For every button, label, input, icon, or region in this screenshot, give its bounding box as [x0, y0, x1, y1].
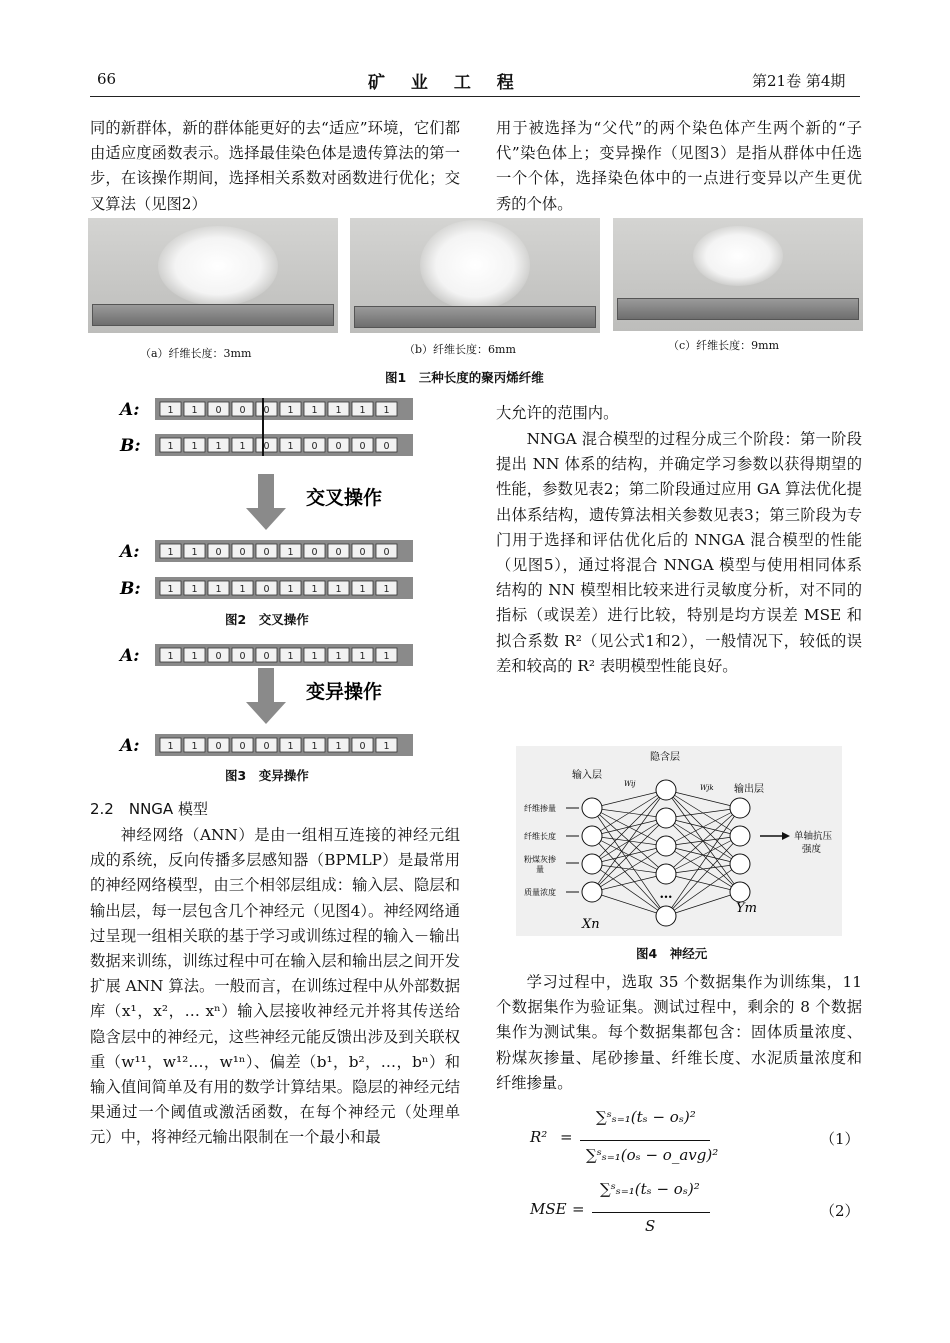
fig3-row1-bit: 1: [311, 651, 318, 662]
fig2-row2-bit: 0: [311, 441, 318, 452]
fig2-row3-bit: 0: [263, 547, 270, 558]
fig2-row1-bit: 1: [287, 405, 294, 416]
input-neuron: [582, 826, 602, 846]
weight-jk-label: Wjk: [700, 784, 714, 792]
fig2-row3-bit: 0: [215, 547, 222, 558]
right-paragraph-1: NNGA 混合模型的过程分成三个阶段：第一阶段提出 NN 体系的结构，并确定学习参数以获得期望的性能，参数见表2；第二阶段通过应用 GA 算法优化提出体系结构，遗传算法相关参数见表3；第三阶段为专门用于选择和评估优化后的 NNGA 混合模型的性能（见图5），通过将混合 NNGA 模型与使用相同体系结构的 NN 模型相比较来进行灵敏度分析，对不同的指标（或误差）进行比较，特别是均方误差 MSE 和拟合系数 R²（见公式1和2），一般情况下，较低的误差和较高的 R² 表明模型性能良好。: [496, 430, 862, 675]
neural-network-diagram: [516, 746, 842, 936]
mutation-arrow-shaft: [258, 668, 274, 702]
fig2-row2-bit: 1: [239, 441, 246, 452]
fig2-row4-bit: 1: [167, 584, 174, 595]
output-neuron: [730, 882, 750, 902]
fig3-row2-bit: 1: [335, 741, 342, 752]
fig2-row4-bit: 1: [239, 584, 246, 595]
xn-label: Xn: [582, 917, 600, 932]
fig2-row4-bit: 1: [383, 584, 390, 595]
fiber-photo-3mm: [88, 218, 338, 333]
fig4-caption: 图4 神经元: [636, 946, 708, 961]
top-right-paragraph: 用于被选择为“父代”的两个染色体产生两个新的“子代”染色体上；变异操作（见图3）是指从群体中任选一个个体，选择染色体中的一点进行变异以产生更优秀的个体。: [496, 119, 862, 213]
fig3-row1-bit: 1: [359, 651, 366, 662]
input-label: 纤维长度: [524, 832, 556, 841]
fig2-row3-bit: 1: [167, 547, 174, 558]
input-label: 粉煤灰掺: [524, 855, 556, 864]
page-number: 66: [97, 70, 117, 88]
fig2-row2-bit: 1: [287, 441, 294, 452]
fig3-row2-bit: 1: [167, 741, 174, 752]
fiber-photo-6mm: [350, 218, 600, 333]
fig2-row2-bit: 1: [167, 441, 174, 452]
fiber-photo-9mm: [613, 218, 863, 331]
input-neuron: [582, 798, 602, 818]
issue-info: 第21卷 第4期: [752, 72, 846, 90]
mutation-arrow-head: [246, 702, 286, 724]
fig3-row1-bit: 0: [215, 651, 222, 662]
hidden-neuron: [656, 864, 676, 884]
crossover-mutation-figure: [90, 392, 460, 762]
hidden-neuron: [656, 836, 676, 856]
output-text: 强度: [802, 844, 822, 855]
eq1-numerator: ∑ˢₛ₌₁(tₛ − oₛ)²: [596, 1108, 696, 1126]
fig2-row3-bit: 0: [383, 547, 390, 558]
input-neuron: [582, 854, 602, 874]
fig2-row1-bit: 0: [239, 405, 246, 416]
fig2-row4-bit: 1: [215, 584, 222, 595]
fig2-caption: 图2 交叉操作: [225, 612, 309, 627]
input-neuron: [582, 882, 602, 902]
fig1-sub-b: （b）纤维长度：6mm: [404, 343, 516, 356]
eq1-number: （1）: [820, 1130, 860, 1148]
fig3-row2-bit: 1: [383, 741, 390, 752]
fig2-row3-bit: 0: [311, 547, 318, 558]
fig2-row2-bit: 0: [263, 441, 270, 452]
hidden-ellipsis: …: [659, 887, 673, 902]
fig1-sub-a: （a）纤维长度：3mm: [140, 347, 252, 360]
output-layer-label: 输出层: [734, 784, 764, 795]
input-label: 纤维掺量: [524, 804, 556, 813]
fig2-row4-bit: 0: [263, 584, 270, 595]
eq2-denominator: S: [645, 1217, 656, 1235]
fig2-row1-bit: 1: [359, 405, 366, 416]
output-neuron: [730, 854, 750, 874]
section-title: 2.2 NNGA 模型: [90, 800, 208, 818]
fig1-caption: 图1 三种长度的聚丙烯纤维: [385, 370, 544, 385]
eq1-lhs: R²: [530, 1128, 548, 1146]
output-neuron: [730, 798, 750, 818]
crossover-arrow-label: 交叉操作: [306, 487, 383, 509]
fig2-row3-bit: 0: [335, 547, 342, 558]
weight-ij-label: Wij: [624, 780, 636, 788]
fig2-row4-bit: 1: [359, 584, 366, 595]
fig3-row1-bit: 1: [335, 651, 342, 662]
fig2-row3-bit: 1: [287, 547, 294, 558]
fig2-row1-bit: 1: [191, 405, 198, 416]
header-rule: [90, 96, 860, 97]
fig2-row3-bit: 0: [239, 547, 246, 558]
hidden-neuron: [656, 906, 676, 926]
input-label: 质量浓度: [524, 888, 556, 897]
fig3-row2-bit: 0: [263, 741, 270, 752]
fig2-row2-bit: 0: [383, 441, 390, 452]
input-layer-label: 输入层: [572, 770, 602, 781]
fig3-row1-bit: 1: [191, 651, 198, 662]
fig2-row4-bit: 1: [287, 584, 294, 595]
fig2-row4-bit: 1: [311, 584, 318, 595]
fig2-row4-bit: 1: [191, 584, 198, 595]
fig3-row1-bit: 0: [263, 651, 270, 662]
fig2-row1-bit: 1: [311, 405, 318, 416]
fig3-row2-bit: 1: [191, 741, 198, 752]
fig3-row2-bit: 0: [215, 741, 222, 752]
fig2-row3-label: A:: [120, 542, 140, 562]
right-line-0: 大允许的范围内。: [496, 404, 619, 422]
fig2-row1-bit: 0: [263, 405, 270, 416]
fig3-caption: 图3 变异操作: [225, 768, 309, 783]
fig2-row4-label: B:: [120, 579, 141, 599]
section-paragraph: 神经网络（ANN）是由一组相互连接的神经元组成的系统，反向传播多层感知器（BPMLP）是最常用的神经网络模型，由三个相邻层组成：输入层、隐层和输出层，每一层包含几个神经元（见图4）。神经网络通过呈现一组相关联的基于学习或训练过程的输入－输出数据来训练，训练过程中可在输入层和输出层之间开发扩展 ANN 算法。一般而言，在训练过程中从外部数据库（x¹，x²，… xⁿ）输入层接收神经元并将其传送给隐含层中的神经元，这些神经元能反馈出涉及到关联权重（w¹¹，w¹²…，w¹ⁿ）、偏差（b¹，b²，…，bⁿ）和输入值间简单及有用的数学计算结果。隐层的神经元结果通过一个阈值或激活函数，在每个神经元（处理单元）中，将神经元输出限制在一个最小和最: [90, 826, 460, 1147]
eq2-number: （2）: [820, 1202, 860, 1220]
fig3-row2-label: A:: [120, 736, 140, 756]
fig1-sub-c: （c）纤维长度：9mm: [668, 339, 780, 352]
fig3-row1-bit: 1: [287, 651, 294, 662]
hidden-neuron: [656, 780, 676, 800]
top-left-paragraph: 同的新群体，新的群体能更好的去“适应”环境，它们都由适应度函数表示。选择最佳染色体是遗传算法的第一步，在该操作期间，选择相关系数对函数进行优化；交叉算法（见图2）: [90, 119, 460, 213]
eq2-numerator: ∑ˢₛ₌₁(tₛ − oₛ)²: [600, 1180, 700, 1198]
fig2-row1-bit: 1: [335, 405, 342, 416]
fig3-row1-bit: 1: [167, 651, 174, 662]
input-label: 量: [536, 865, 544, 874]
fig2-row2-bit: 0: [359, 441, 366, 452]
mutation-arrow-label: 变异操作: [306, 681, 383, 703]
ym-label: Ym: [736, 901, 757, 916]
fig2-row1-bit: 0: [215, 405, 222, 416]
journal-title: 矿 业 工 程: [368, 73, 524, 93]
fig3-row2-bit: 0: [359, 741, 366, 752]
fig3-row2-bit: 0: [239, 741, 246, 752]
fig2-row4-bit: 1: [335, 584, 342, 595]
fig2-row1-label: A:: [120, 400, 140, 420]
hidden-neuron: [656, 808, 676, 828]
eq2-lhs: MSE: [530, 1200, 567, 1218]
fig3-row1-bit: 0: [239, 651, 246, 662]
fig2-row3-bit: 0: [359, 547, 366, 558]
crossover-arrow-head: [246, 508, 286, 530]
fig3-row2-bit: 1: [287, 741, 294, 752]
fig3-row2-bit: 1: [311, 741, 318, 752]
fig2-row2-label: B:: [120, 436, 141, 456]
fig2-row3-bit: 1: [191, 547, 198, 558]
fig2-row1-bit: 1: [167, 405, 174, 416]
fig2-row2-bit: 1: [215, 441, 222, 452]
eq1-denominator: ∑ˢₛ₌₁(oₛ − o_avg)²: [586, 1146, 719, 1164]
fig3-row1-bit: 1: [383, 651, 390, 662]
fig2-row1-bit: 1: [383, 405, 390, 416]
crossover-arrow-shaft: [258, 474, 274, 508]
fig2-row2-bit: 0: [335, 441, 342, 452]
fig2-row2-bit: 1: [191, 441, 198, 452]
fig3-row1-label: A:: [120, 646, 140, 666]
output-neuron: [730, 826, 750, 846]
output-text: 单轴抗压: [794, 831, 833, 842]
hidden-layer-label: 隐含层: [650, 752, 680, 763]
right-paragraph-2: 学习过程中，选取 35 个数据集作为训练集，11 个数据集作为验证集。测试过程中，剩余的 8 个数据集作为测试集。每个数据集都包含：固体质量浓度、粉煤灰掺量、尾砂掺量、纤维长度、水泥质量浓度和纤维掺量。: [496, 973, 862, 1092]
